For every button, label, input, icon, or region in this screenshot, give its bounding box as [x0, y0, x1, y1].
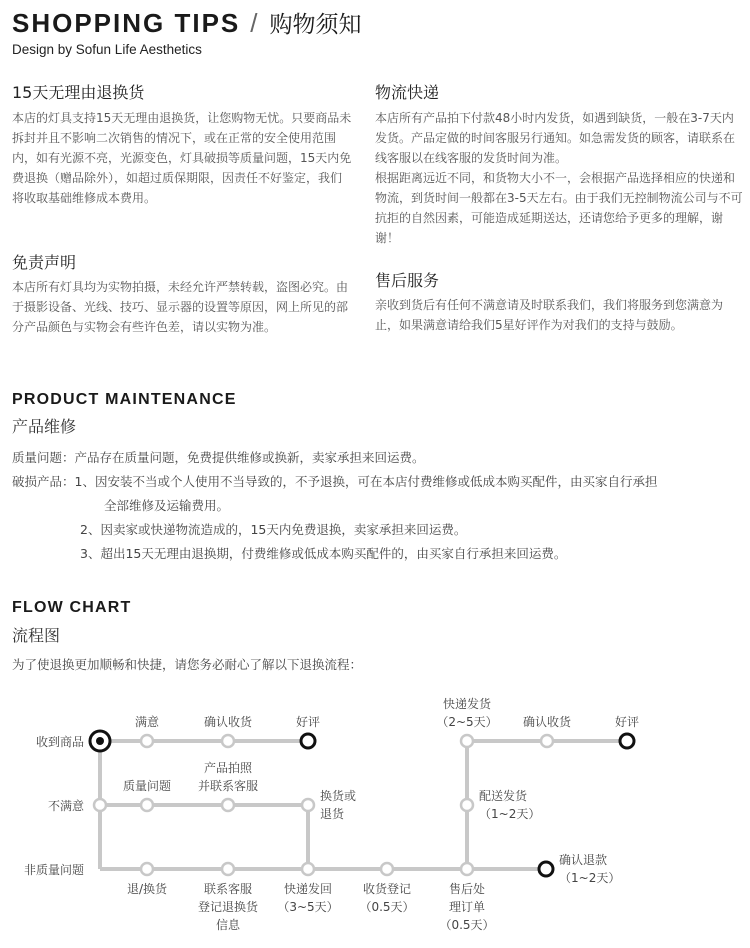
flow-title-cn: 流程图 [12, 626, 61, 645]
node-unsatisfied [94, 799, 106, 811]
node-contact-register [222, 863, 234, 875]
label-exchange: 换货或 [320, 789, 357, 803]
label-delivery-days: （1~2天） [479, 807, 541, 821]
after-sales-title: 售后服务 [375, 271, 440, 290]
row-label-unsatisfied: 不满意 [47, 799, 84, 813]
label-express-ship-days: （2~5天） [436, 715, 498, 729]
return-policy-title: 15天无理由退换货 [12, 83, 145, 102]
node-confirm-receipt-2 [541, 735, 553, 747]
return-policy-body: 本店的灯具支持15天无理由退换货，让您购物无忧。只要商品未拆封并且不影响二次销售的情况下，或在正常的安全使用范围内，如有光源不亮，光源变色，灯具破损等质量问题，15天内免费退换（赠品除外），如超过质保期限，因责任不好鉴定，我们将收取基础维修成本费用。 [12, 111, 352, 205]
row-label-received: 收到商品 [35, 735, 84, 749]
label-receipt-register: 收货登记 [362, 882, 412, 896]
label-confirm-receipt: 确认收货 [203, 715, 253, 729]
logistics-body-2: 根据距离远近不同，和货物大小不一，会根据产品选择相应的快递和物流，到货时间一般都在3-5天左右。由于我们无控制物流公司与不可抗拒的自然因素，可能造成延期送达，还请您给予更多的理解，谢谢！ [375, 171, 743, 245]
label-contact-cs: 联系客服 [203, 882, 253, 896]
label-delivery: 配送发货 [479, 789, 528, 803]
flow-intro: 为了使退换更加顺畅和快捷，请您务必耐心了解以下退换流程： [12, 657, 363, 672]
damage-item-1-num: 1、 [74, 474, 95, 489]
flow-start-node [90, 731, 110, 751]
damage-item-1-cont: 全部维修及运输费用。 [104, 498, 230, 513]
label-good-review: 好评 [295, 715, 321, 729]
node-delivery [461, 799, 473, 811]
row-label-non-quality: 非质量问题 [23, 863, 84, 877]
label-return-exchange: 退/换货 [126, 882, 168, 896]
flow-title-en: FLOW CHART [12, 599, 132, 616]
title-cn: 购物须知 [269, 12, 362, 38]
flow-lines [100, 741, 627, 869]
label-aftersale-1: 售后处 [448, 882, 486, 896]
label-contact-service: 并联系客服 [197, 779, 259, 793]
quality-text: 产品存在质量问题，免费提供维修或换新，卖家承担来回运费。 [74, 450, 425, 465]
node-aftersale-process [461, 863, 473, 875]
label-photo: 产品拍照 [203, 761, 253, 775]
label-return: 退货 [320, 807, 345, 821]
label-express-ship: 快递发货 [442, 697, 492, 711]
damage-item-3: 3、超出15天无理由退换期，付费维修或低成本购买配件的，由买家自行承担来回运费。 [80, 546, 567, 561]
disclaimer-title: 免责声明 [12, 253, 77, 272]
label-ship-back: 快递发回 [283, 882, 333, 896]
logistics-title: 物流快递 [375, 83, 440, 102]
label-satisfied: 满意 [134, 715, 160, 729]
label-aftersale-2: 理订单 [448, 900, 486, 914]
damage-item-1: 因安装不当或个人使用不当导致的，不予退换，可在本店付费维修或低成本购买配件，由买家自行承担 [94, 474, 658, 489]
label-info: 信息 [215, 918, 241, 932]
logistics-body: 本店所有产品拍下付款48小时内发货，如遇到缺货，一般在3-7天内发货。产品定做的时间客服另行通知。如急需发货的顾客，请联系在线客服以在线客服的发货时间为准。 [375, 111, 736, 165]
node-quality-issue [141, 799, 153, 811]
node-photo-contact [222, 799, 234, 811]
label-receipt-register-days: （0.5天） [359, 900, 415, 914]
node-exchange-return [302, 799, 314, 811]
label-confirm-receipt-2: 确认收货 [522, 715, 572, 729]
label-good-review-2: 好评 [614, 715, 640, 729]
node-good-review-end [301, 734, 315, 748]
node-ship-back [302, 863, 314, 875]
node-return-exchange [141, 863, 153, 875]
damage-label: 破损产品： [12, 474, 75, 489]
label-aftersale-days: （0.5天） [439, 918, 495, 932]
disclaimer-body: 本店所有灯具均为实物拍摄，未经允许严禁转载，盗图必究。由于摄影设备、光线、技巧、显示器的设置等原因，网上所见的部分产品颜色与实物会有些许色差，请以实物为准。 [12, 280, 349, 334]
node-refund-end [539, 862, 553, 876]
node-express-ship [461, 735, 473, 747]
label-confirm-refund-days: （1~2天） [559, 871, 621, 885]
quality-label: 质量问题： [12, 450, 75, 465]
maintenance-title-cn: 产品维修 [12, 417, 77, 436]
label-quality-issue: 质量问题 [122, 779, 172, 793]
title-slash: / [250, 8, 260, 38]
page-subtitle: Design by Sofun Life Aesthetics [12, 42, 202, 57]
maintenance-title-en: PRODUCT MAINTENANCE [12, 391, 237, 408]
node-good-review-end-2 [620, 734, 634, 748]
title-en: SHOPPING TIPS [12, 8, 241, 38]
label-confirm-refund: 确认退款 [559, 853, 608, 867]
node-confirm-receipt [222, 735, 234, 747]
label-register-return: 登记退换货 [197, 900, 259, 914]
node-receipt-register [381, 863, 393, 875]
label-ship-back-days: （3~5天） [277, 900, 339, 914]
damage-item-2: 2、因卖家或快递物流造成的，15天内免费退换，卖家承担来回运费。 [80, 522, 467, 537]
after-sales-body: 亲收到货后有任何不满意请及时联系我们，我们将服务到您满意为止，如果满意请给我们5星好评作为对我们的支持与鼓励。 [375, 298, 724, 332]
node-satisfied [141, 735, 153, 747]
